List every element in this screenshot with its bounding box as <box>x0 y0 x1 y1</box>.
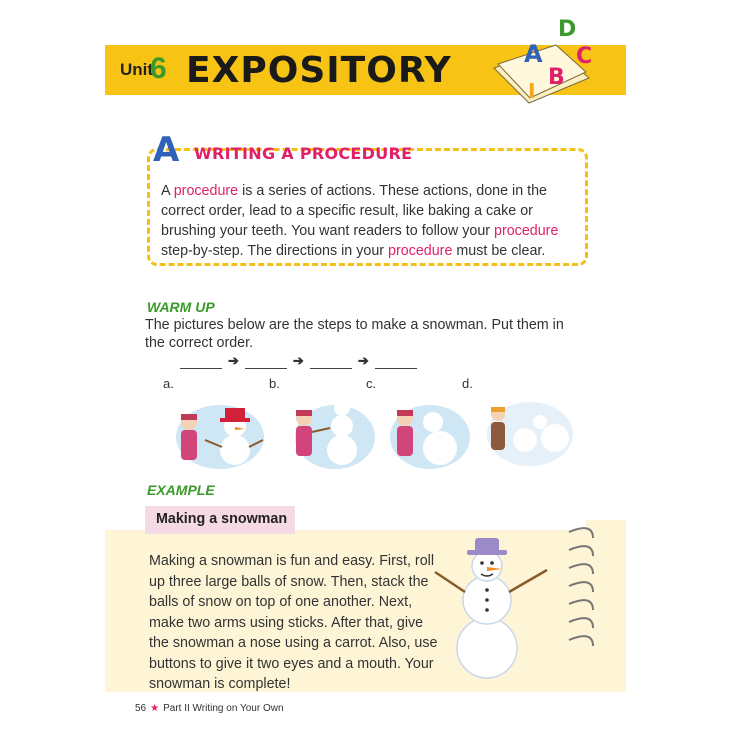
arrow-icon: ➔ <box>357 353 369 368</box>
abc-papers-illustration <box>484 8 604 108</box>
letter-d: D <box>558 17 577 42</box>
section-title: WRITING A PROCEDURE <box>194 144 413 163</box>
snowman-step-picture-a <box>175 392 265 470</box>
term-procedure: procedure <box>173 183 239 199</box>
snowman-illustration <box>425 530 555 680</box>
warm-up-label: WARM UP <box>147 299 215 315</box>
unit-title: EXPOSITORY <box>186 50 452 91</box>
page-number: 56 <box>135 703 147 714</box>
snowman-step-picture-c <box>385 392 475 470</box>
example-title: Making a snowman <box>156 511 288 527</box>
picture-label-d: d. <box>462 376 473 391</box>
picture-label-a: a. <box>163 376 174 391</box>
definition-text: A procedure is a series of actions. These actions, done in the correct order, lead to a specific result, like baking a cake or brushing your teeth. You want readers to follow your procedure step-by-step. The directions in your procedure must be clear. <box>161 183 559 259</box>
answer-blank-4[interactable] <box>375 356 417 369</box>
snowman-step-picture-d <box>485 392 575 470</box>
example-text: Making a snowman is fun and easy. First, roll up three large balls of snow. Then, stack the balls of snow on top of one another. Next, make two arms using sticks. After that, give the snowman a nose using a carrot. Also, use buttons to give it two eyes and a mouth. Your snowman is complete! <box>149 553 438 692</box>
letter-a: A <box>524 40 543 68</box>
unit-label: Unit <box>120 60 154 79</box>
answer-blank-2[interactable] <box>245 356 287 369</box>
letter-b: B <box>548 65 565 90</box>
term-procedure: procedure <box>388 243 453 259</box>
letter-c: C <box>576 44 593 69</box>
unit-number: 6 <box>150 52 167 85</box>
section-letter: A <box>153 130 180 170</box>
answer-blank-3[interactable] <box>310 356 352 369</box>
page-footer <box>135 703 284 714</box>
example-label: EXAMPLE <box>147 482 215 498</box>
term-procedure: procedure <box>494 223 559 239</box>
spiral-binding-icon <box>565 520 600 660</box>
arrow-icon: ➔ <box>228 353 239 368</box>
picture-label-c: c. <box>366 376 377 391</box>
part-title: Part II Writing on Your Own <box>163 703 284 714</box>
arrow-icon: ➔ <box>292 353 304 368</box>
star-icon: ★ <box>150 703 160 714</box>
answer-blank-1[interactable] <box>180 356 222 369</box>
picture-label-b: b. <box>269 376 280 391</box>
letter-i: I <box>528 79 536 103</box>
snowman-step-picture-b <box>290 392 380 470</box>
warm-up-instruction: The pictures below are the steps to make a snowman. Put them in the correct order. <box>145 317 564 351</box>
order-answer-blanks <box>180 353 417 369</box>
